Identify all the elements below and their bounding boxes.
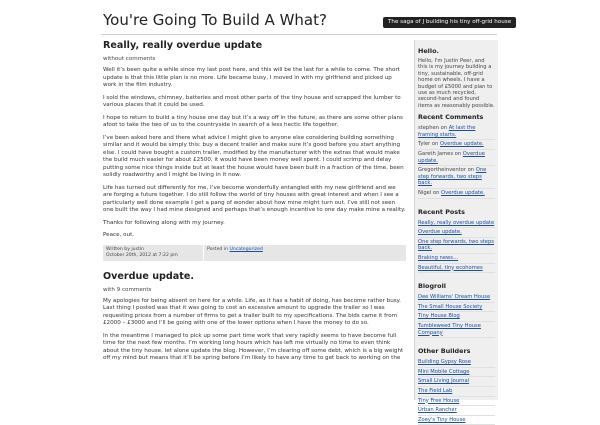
- recent-post-link[interactable]: Braking news…: [418, 254, 459, 261]
- recent-comments-list: [418, 124, 495, 198]
- builder-item: [418, 387, 495, 397]
- recent-posts-heading: Recent Posts: [418, 207, 465, 216]
- builder-item: [418, 397, 495, 407]
- comment-post-link[interactable]: Overdue update.: [418, 151, 485, 164]
- blogroll-link[interactable]: Dee Williams' Dream House: [418, 294, 491, 301]
- paragraph: Life has turned out differently for me, I’ve become wonderfully entangled with my new girlfriend and we are forging a future together. I do still follow the world of tiny houses with great interest and when I see a particularly well done example I get a pang of wonder about how mine might turn out. I’ve still not seen one built the way I had mine designed and perhaps that’s enough incentive to one day make mine a reality.: [103, 184, 406, 213]
- builder-link[interactable]: Zoey's Tiny House: [418, 416, 466, 423]
- post-title[interactable]: [103, 271, 406, 283]
- blogroll-item: [418, 312, 495, 322]
- paragraph: I hope to return to build a tiny house one day but it’s a way off in the future, as there are some other plans afoot to take the two of us to the countryside in search of a less hectic life together.: [103, 114, 403, 128]
- blogroll-item: [418, 293, 495, 303]
- spacer: [418, 199, 495, 205]
- builder-item: [418, 358, 495, 368]
- paragraph: Well it’s been quite a while since my last post here, and this will be the last for a while to come. The short update is that this little plan is no more. Life became busy, I moved in with my girlfriend and picked up work in the film industry.: [103, 67, 400, 88]
- comment-author: stephen on: [418, 125, 449, 132]
- recent-post-link[interactable]: One step forwards, two steps back.: [418, 238, 494, 252]
- blogroll-link[interactable]: Tiny House Blog: [418, 313, 460, 320]
- other-builders-heading: Other Builders: [418, 347, 471, 356]
- paragraph: Thanks for following along with my journey.: [103, 219, 225, 226]
- header-divider: [101, 34, 497, 35]
- paragraph: I sold the windows, chimney, batteries and most other parts of the tiny house and scrapped the lumber to various places that it could be used.: [103, 94, 401, 108]
- hello-text: Hello, I'm Justin Peer, and this is my journey building a tiny, sustainable, off-grid home on wheels. I have a budget of £5000 and plan to use as much recycled, second-hand and found items as reasonably possible.: [418, 58, 495, 109]
- blogroll-link[interactable]: The Small House Society: [418, 303, 483, 310]
- comment-author: Gareth James on: [418, 151, 463, 158]
- blogroll-list: [418, 293, 495, 338]
- comments-count[interactable]: with 9 comments: [103, 286, 152, 293]
- post-title-link[interactable]: Overdue update.: [103, 270, 194, 282]
- recent-post-link[interactable]: Beautiful, tiny ecohomes: [418, 264, 483, 271]
- paragraph: My apologies for being absent on here for a while. Life, as it has a habit of doing, has become rather busy. Last thing I posted was that it was going to cost an excessive amount to upgrade the trailer so I was requesting prices from a number of firms to get a trailer built to my specifications. The bids came it from £2000 – £3000 and I’ll be going with one of the lower options when I have the money to do so.: [103, 297, 401, 326]
- recent-comment-item: [418, 166, 495, 189]
- spacer: [418, 338, 495, 344]
- blogroll-item: [418, 322, 495, 338]
- blogroll-heading: Blogroll: [418, 282, 446, 291]
- post-date: October 20th, 2012 at 7:22 pm: [106, 252, 178, 258]
- blogroll-item: [418, 303, 495, 313]
- comments-count: without comments: [103, 56, 156, 62]
- recent-comment-item: [418, 124, 495, 140]
- recent-post-link[interactable]: Overdue update.: [418, 229, 462, 236]
- post-body: [103, 298, 406, 363]
- comment-post-link[interactable]: At last the framing starts.: [418, 125, 476, 138]
- builder-link[interactable]: Tiny Free House: [418, 397, 460, 404]
- comment-post-link[interactable]: One step forwards, two steps back.: [418, 167, 487, 187]
- recent-post-item: [418, 219, 495, 229]
- comment-author: Tyler on: [418, 141, 440, 148]
- builder-item: [418, 368, 495, 378]
- builder-item: [418, 377, 495, 387]
- post-title[interactable]: [103, 40, 406, 52]
- comment-post-link[interactable]: Overdue update.: [441, 190, 485, 196]
- recent-post-item: [418, 254, 495, 264]
- written-by: Written by justin: [106, 246, 144, 252]
- builder-link[interactable]: Urban Rancher: [418, 407, 457, 414]
- sidebar: [414, 40, 498, 423]
- comment-post-link[interactable]: Overdue update.: [439, 141, 484, 148]
- recent-post-item: [418, 264, 495, 274]
- recent-comment-item: [418, 189, 495, 199]
- builder-link[interactable]: The Field Lab: [418, 387, 453, 394]
- blogroll-link[interactable]: Tumbleweed Tiny House Company: [418, 322, 481, 336]
- site-tagline: The saga of J building his tiny off-grid house: [383, 17, 516, 28]
- hello-heading: Hello.: [418, 47, 439, 55]
- post-meta-category: [203, 245, 406, 261]
- post-meta-author: [103, 245, 203, 261]
- paragraph: In the meantime I managed to pick up some part time work that very rapidly seems to have become full time for the next few months. I’m working long hours which has left me virtually no time to even think about the tiny house, let alone update the blog. However, I’m clearing off some debt, which is a big weight off my mind but means that it’ll be spring before I’m likely to have any time to get back to working on the: [103, 332, 404, 361]
- post-meta: [103, 245, 406, 261]
- post-title-link[interactable]: Really, really overdue update: [103, 40, 263, 51]
- builder-item: [418, 416, 495, 425]
- builder-item: [418, 406, 495, 416]
- builder-link[interactable]: Small Living Journal: [418, 378, 470, 385]
- recent-comment-item: [418, 150, 495, 166]
- post-2: [103, 271, 406, 363]
- paragraph: Peace, out.: [103, 232, 135, 238]
- comment-author: Nigel on: [418, 190, 442, 196]
- builder-link[interactable]: Mini Mobile Cottage: [418, 368, 470, 375]
- recent-comments-heading: Recent Comments: [418, 113, 484, 122]
- other-builders-list: [418, 358, 495, 425]
- main-content: [103, 40, 406, 400]
- post-1: [103, 40, 406, 261]
- spacer: [418, 273, 495, 279]
- builder-link[interactable]: Building Gypsy Rose: [418, 359, 471, 366]
- recent-comment-item: [418, 140, 495, 150]
- post-body: [103, 67, 406, 240]
- site-title[interactable]: You're Going To Build A What?: [103, 11, 327, 29]
- site-header: [0, 0, 600, 34]
- category-link[interactable]: Uncategorized: [229, 246, 263, 252]
- recent-post-item: [418, 238, 495, 254]
- comment-author: Gregortheinventor on: [418, 167, 476, 174]
- recent-post-link[interactable]: Really, really overdue update: [418, 219, 495, 226]
- posted-in-label: Posted in: [207, 246, 229, 252]
- recent-posts-list: [418, 219, 495, 274]
- paragraph: I’ve been asked here and there what advice I might give to anyone else considering building something similar and it would be simply this: buy a decent trailer and make sure it’s good before you start anything else. I could have bought a custom trailer, modified by the manufacturer with the extras that would make the build much easier for about £2500, it would have been money well spent. I could scrimp and delay putting some nice things inside but at least the house would have been built in a fraction of the time, been solidly roadworthy and I might be living in it now.: [103, 134, 404, 178]
- recent-post-item: [418, 228, 495, 238]
